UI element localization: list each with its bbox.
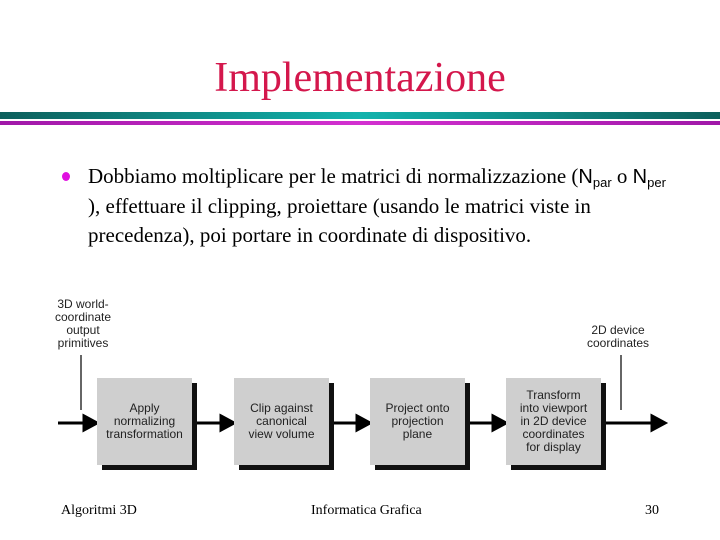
- n-par: N: [578, 166, 593, 188]
- text-part2: ), effettuare il clipping, proiettare (usando le matrici viste in precedenza), poi portare in coordinate di dispositivo.: [88, 194, 591, 247]
- sub-per: per: [647, 175, 666, 190]
- footer-left: Algoritmi 3D: [61, 503, 137, 518]
- output-label: 2D device coordinates: [586, 323, 650, 350]
- arrow-icon: [84, 416, 97, 430]
- step-label: Clip against canonical view volume: [248, 401, 315, 441]
- step-clip: [234, 378, 329, 465]
- text-mid: o: [611, 164, 633, 188]
- page-number: 30: [645, 503, 659, 518]
- sub-par: par: [592, 175, 612, 190]
- step-viewport: [506, 378, 601, 465]
- step-label: Transform into viewport in 2D device coordinates for display: [519, 388, 588, 454]
- step-label: Apply normalizing transformation: [106, 401, 183, 441]
- arrow-icon: [493, 416, 506, 430]
- n-per: N: [632, 166, 648, 188]
- text-part1: Dobbiamo moltiplicare per le matrici di normalizzazione (: [88, 164, 579, 188]
- step-normalize: [97, 378, 192, 465]
- step-project: [370, 378, 465, 465]
- step-label: Project onto projection plane: [385, 401, 450, 441]
- arrow-icon: [221, 416, 234, 430]
- slide-title: Implementazione: [214, 55, 506, 101]
- arrow-icon: [357, 416, 370, 430]
- arrow-icon: [652, 416, 665, 430]
- footer-center: Informatica Grafica: [311, 503, 422, 518]
- input-label: 3D world- coordinate output primitives: [54, 297, 112, 350]
